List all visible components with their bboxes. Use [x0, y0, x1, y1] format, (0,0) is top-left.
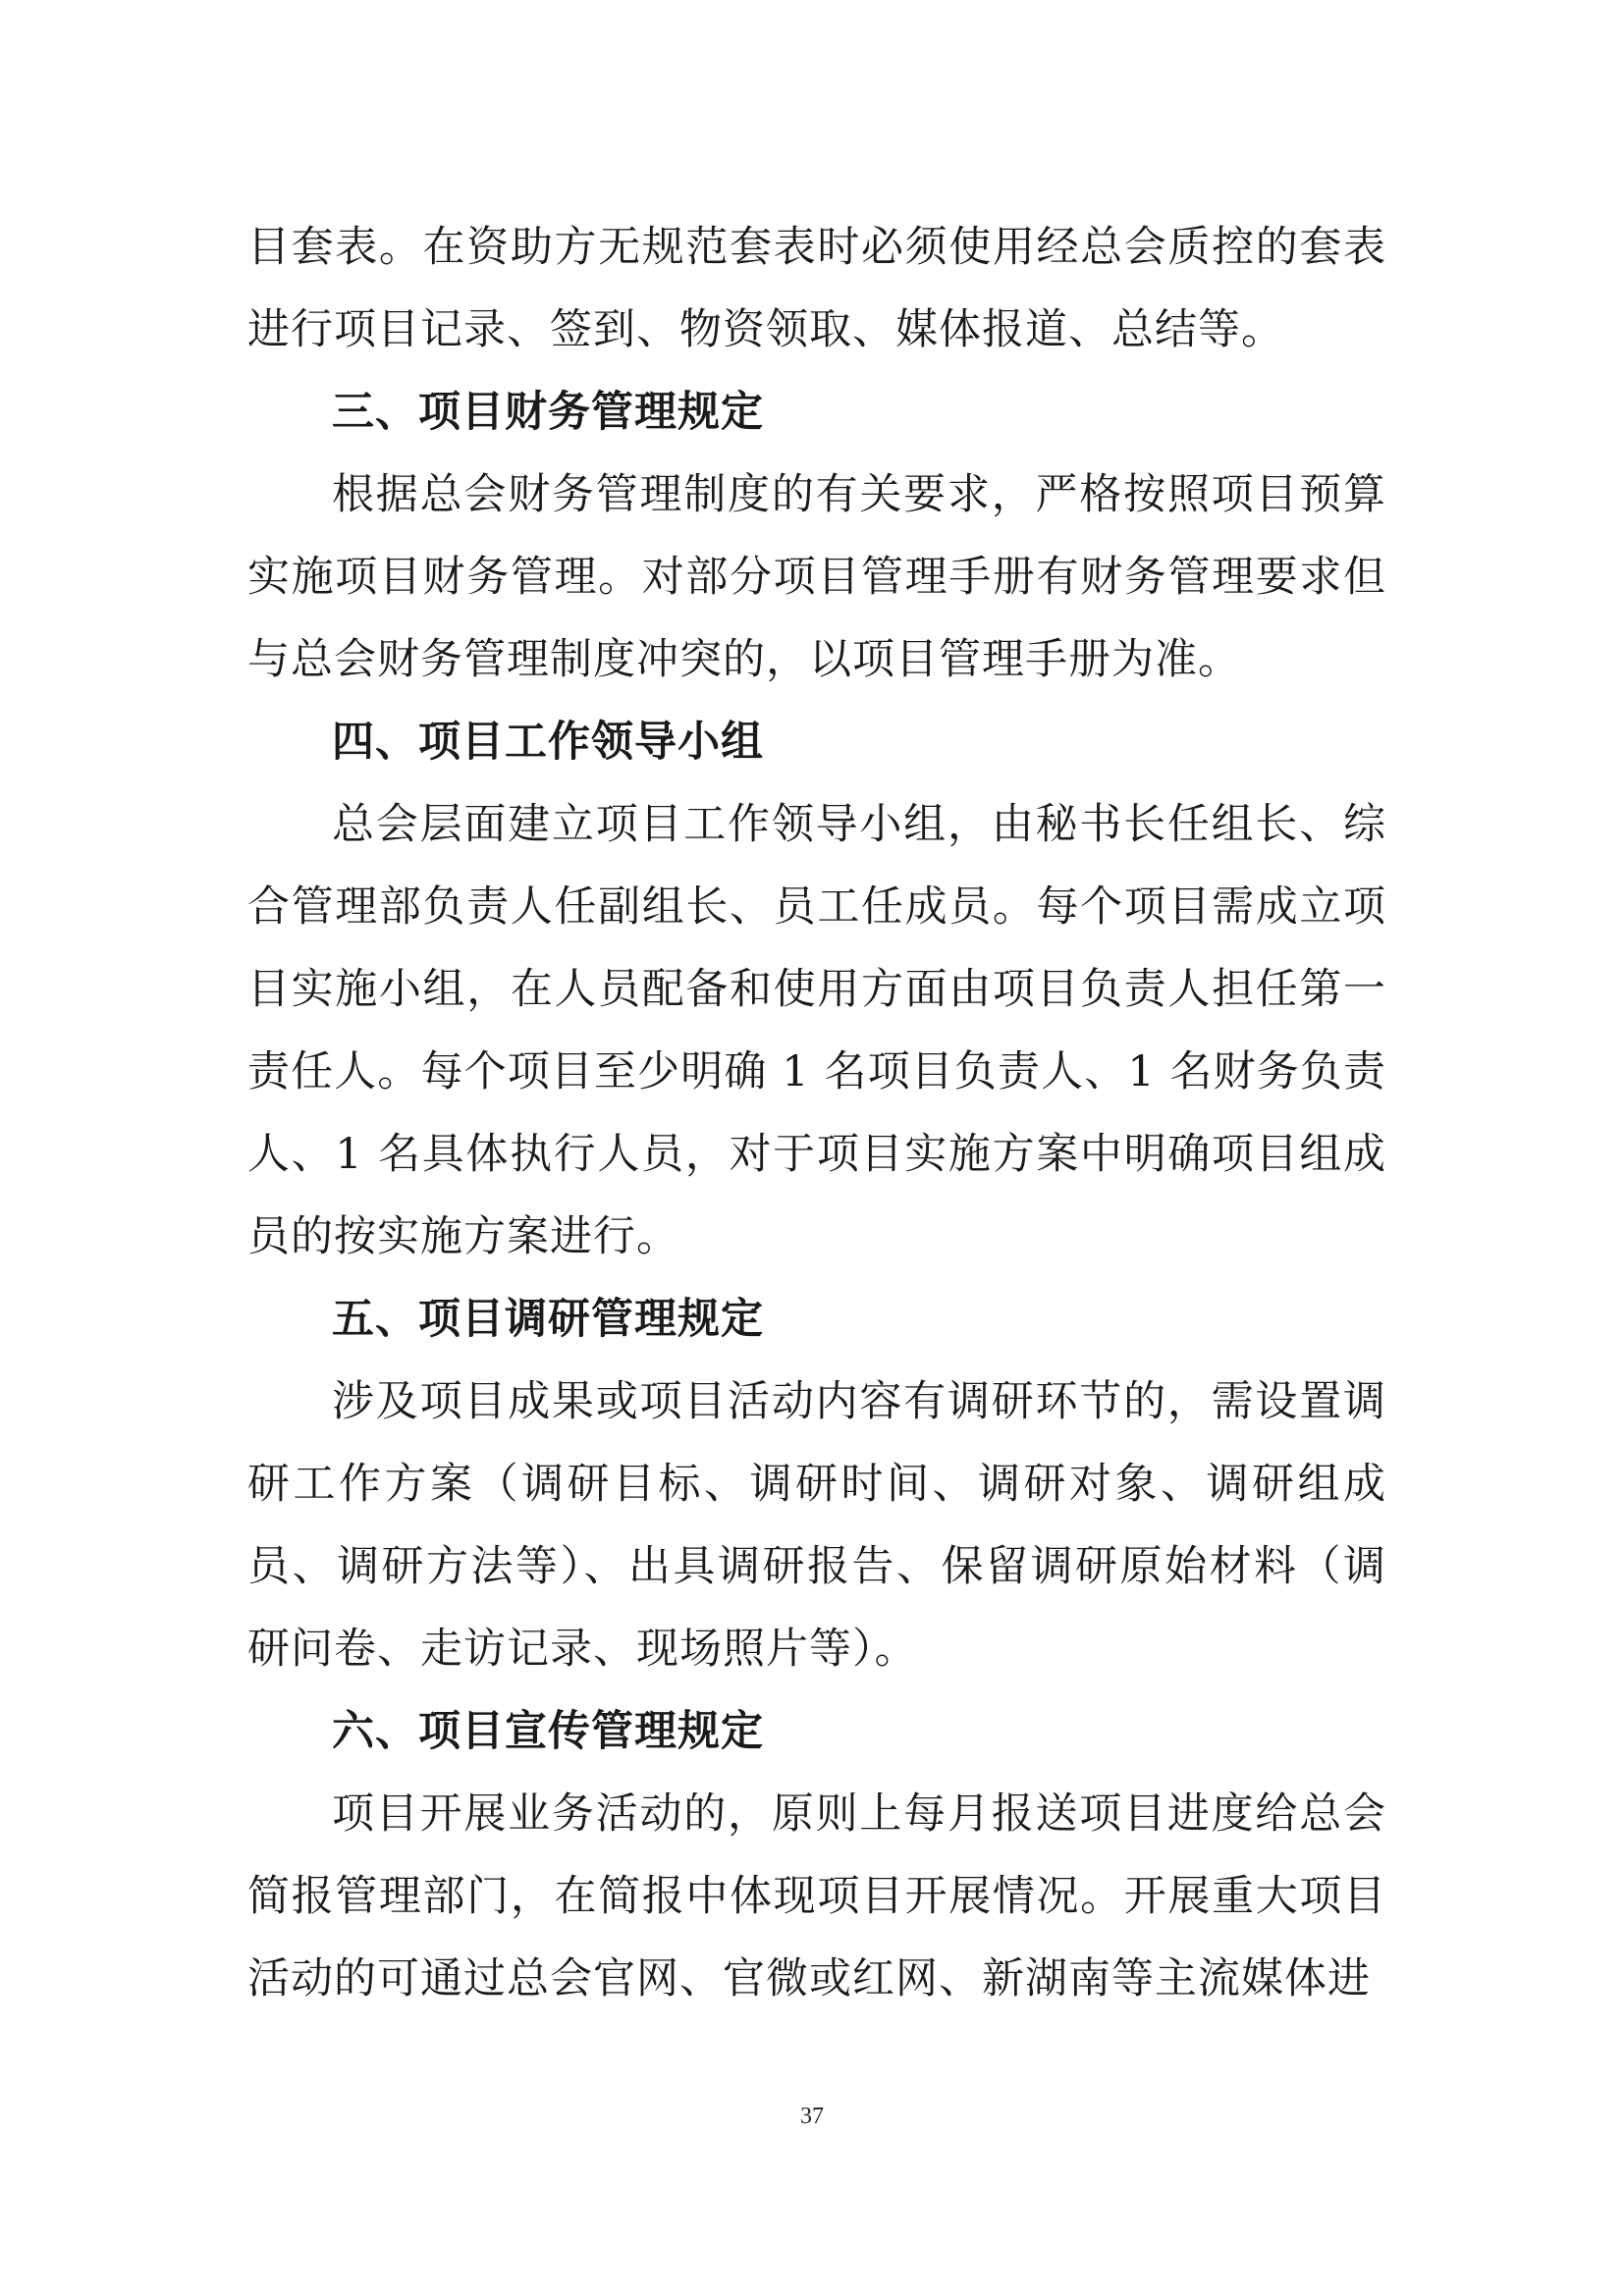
heading-research-management: 五、项目调研管理规定 [332, 1295, 764, 1344]
paragraph-forms-usage: 目套表。在资助方无规范套表时必须使用经总会质控的套表进行项目记录、签到、物资领取、媒体报道、总结等。 [247, 223, 1386, 354]
paragraph-publicity-management: 项目开展业务活动的，原则上每月报送项目进度给总会简报管理部门，在简报中体现项目开展情况。开展重大项目活动的可通过总会官网、官微或红网、新湖南等主流媒体进 [247, 1789, 1386, 2003]
paragraph-research-management: 涉及项目成果或项目活动内容有调研环节的，需设置调研工作方案（调研目标、调研时间、调研对象、调研组成员、调研方法等）、出具调研报告、保留调研原始材料（调研问卷、走访记录、现场照片等）。 [247, 1377, 1386, 1674]
page-number: 37 [800, 2104, 824, 2129]
paragraph-leadership-group: 总会层面建立项目工作领导小组，由秘书长任组长、综合管理部负责人任副组长、员工任成员。每个项目需成立项目实施小组，在人员配备和使用方面由项目负责人担任第一责任人。每个项目至少明确 1 名项目负责人、1 名财务负责人、1 名具体执行人员，对于项目实施方案中明确项目组成员的按实施方案进行。 [247, 800, 1386, 1261]
heading-finance-management: 三、项目财务管理规定 [332, 388, 764, 437]
heading-publicity-management: 六、项目宣传管理规定 [332, 1707, 764, 1756]
heading-leadership-group: 四、项目工作领导小组 [332, 718, 764, 767]
paragraph-finance-management: 根据总会财务管理制度的有关要求，严格按照项目预算实施项目财务管理。对部分项目管理手册有财务管理要求但与总会财务管理制度冲突的，以项目管理手册为准。 [247, 470, 1386, 684]
document-page [247, 206, 1386, 2020]
